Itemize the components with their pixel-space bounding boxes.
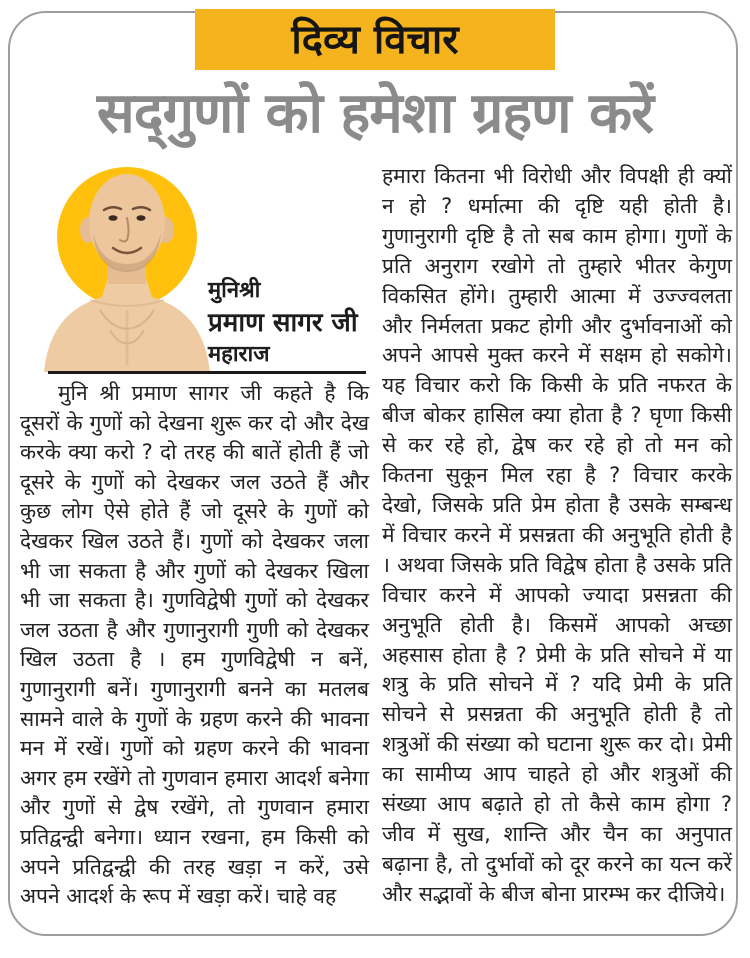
author-honorific: मुनिश्री (208, 278, 261, 303)
section-banner-title: दिव्य विचार (291, 16, 459, 63)
monk-portrait-illustration (30, 160, 230, 372)
left-column (20, 379, 369, 919)
right-column (382, 162, 732, 914)
author-name: प्रमाण सागर जी (208, 308, 358, 338)
author-caption (208, 276, 373, 370)
author-title: महाराज (208, 342, 270, 367)
left-column-text: मुनि श्री प्रमाण सागर जी कहते है कि दूसरों के गुणों को देखना शुरू कर दो और देख करके क्या करो ? दो तरह की बातें होती हैं जो दूसरे के गुणों को देखकर जल उठते हैं और कुछ लोग ऐसे होते हैं जो दूसरे के गुणों को देखकर खिल उठते हैं। गुणों को देखकर जला भी जा सकता है और गुणों को देखकर खिला भी जा सकता है। गुणविद्वेषी गुणों को देखकर जल उठता है और गुणानुरागी गुणी को देखकर खिल उठता है । हम गुणविद्वेषी न बनें, गुणानुरागी बनें। गुणानुरागी बनने का मतलब सामने वाले के गुणों के ग्रहण करने की भावना मन में रखें। गुणों को ग्रहण करने की भावना अगर हम रखेंगे तो गुणवान हमारा आदर्श बनेगा और गुणों से द्वेष रखेंगे, तो गुणवान हमारा प्रतिद्वन्द्वी बनेगा। ध्यान रखना, हम किसी को अपने प्रतिद्वन्द्वी की तरह खड़ा न करें, उसे अपने आदर्श के रूप में खड़ा करें। चाहे वह (20, 381, 369, 909)
author-photo (30, 160, 230, 372)
caption-divider-rule (48, 371, 366, 374)
headline: सद्‌गुणों को हमेशा ग्रहण करें (96, 81, 654, 146)
right-column-text: हमारा कितना भी विरोधी और विपक्षी ही क्यों न हो ? धर्मात्मा की दृष्टि यही होती है। गुणानुरागी दृष्टि है तो सब काम होगा। गुणों के प्रति अनुराग रखोगे तो तुम्हारे भीतर केगुण विकसित होंगे। तुम्हारी आत्मा में उज्ज्वलता और निर्मलता प्रकट होगी और दुर्भावनाओं को अपने आपसे मुक्त करने में सक्षम हो सकोगे। यह विचार करो कि किसी के प्रति नफरत के बीज बोकर हासिल क्या होता है ? घृणा किसी से कर रहे हो, द्वेष कर रहे हो तो मन को कितना सुकून मिल रहा है ? विचार करके देखो, जिसके प्रति प्रेम होता है उसके सम्बन्ध में विचार करने में प्रसन्नता की अनुभूति होती है । अथवा जिसके प्रति विद्वेष होता है उसके प्रति विचार करने में आपको ज्यादा प्रसन्नता की अनुभूति होती है। किसमें आपको अच्छा अहसास होता है ? प्रेमी के प्रति सोचने में या शत्रु के प्रति सोचने में ? यदि प्रेमी के प्रति सोचने से प्रसन्नता की अनुभूति होती है तो शत्रुओं की संख्या को घटाना शुरू कर दो। प्रेमी का सामीप्य आप चाहते हो और शत्रुओं की संख्या आप बढ़ाते हो तो कैसे काम होगा ? जीव में सुख, शान्ति और चैन का अनुपात बढ़ाना है, तो दुर्भावों को दूर करने का यत्न करें और सद्भावों के बीज बोना प्रारम्भ कर दीजिये। (382, 164, 732, 906)
section-banner (195, 9, 555, 70)
